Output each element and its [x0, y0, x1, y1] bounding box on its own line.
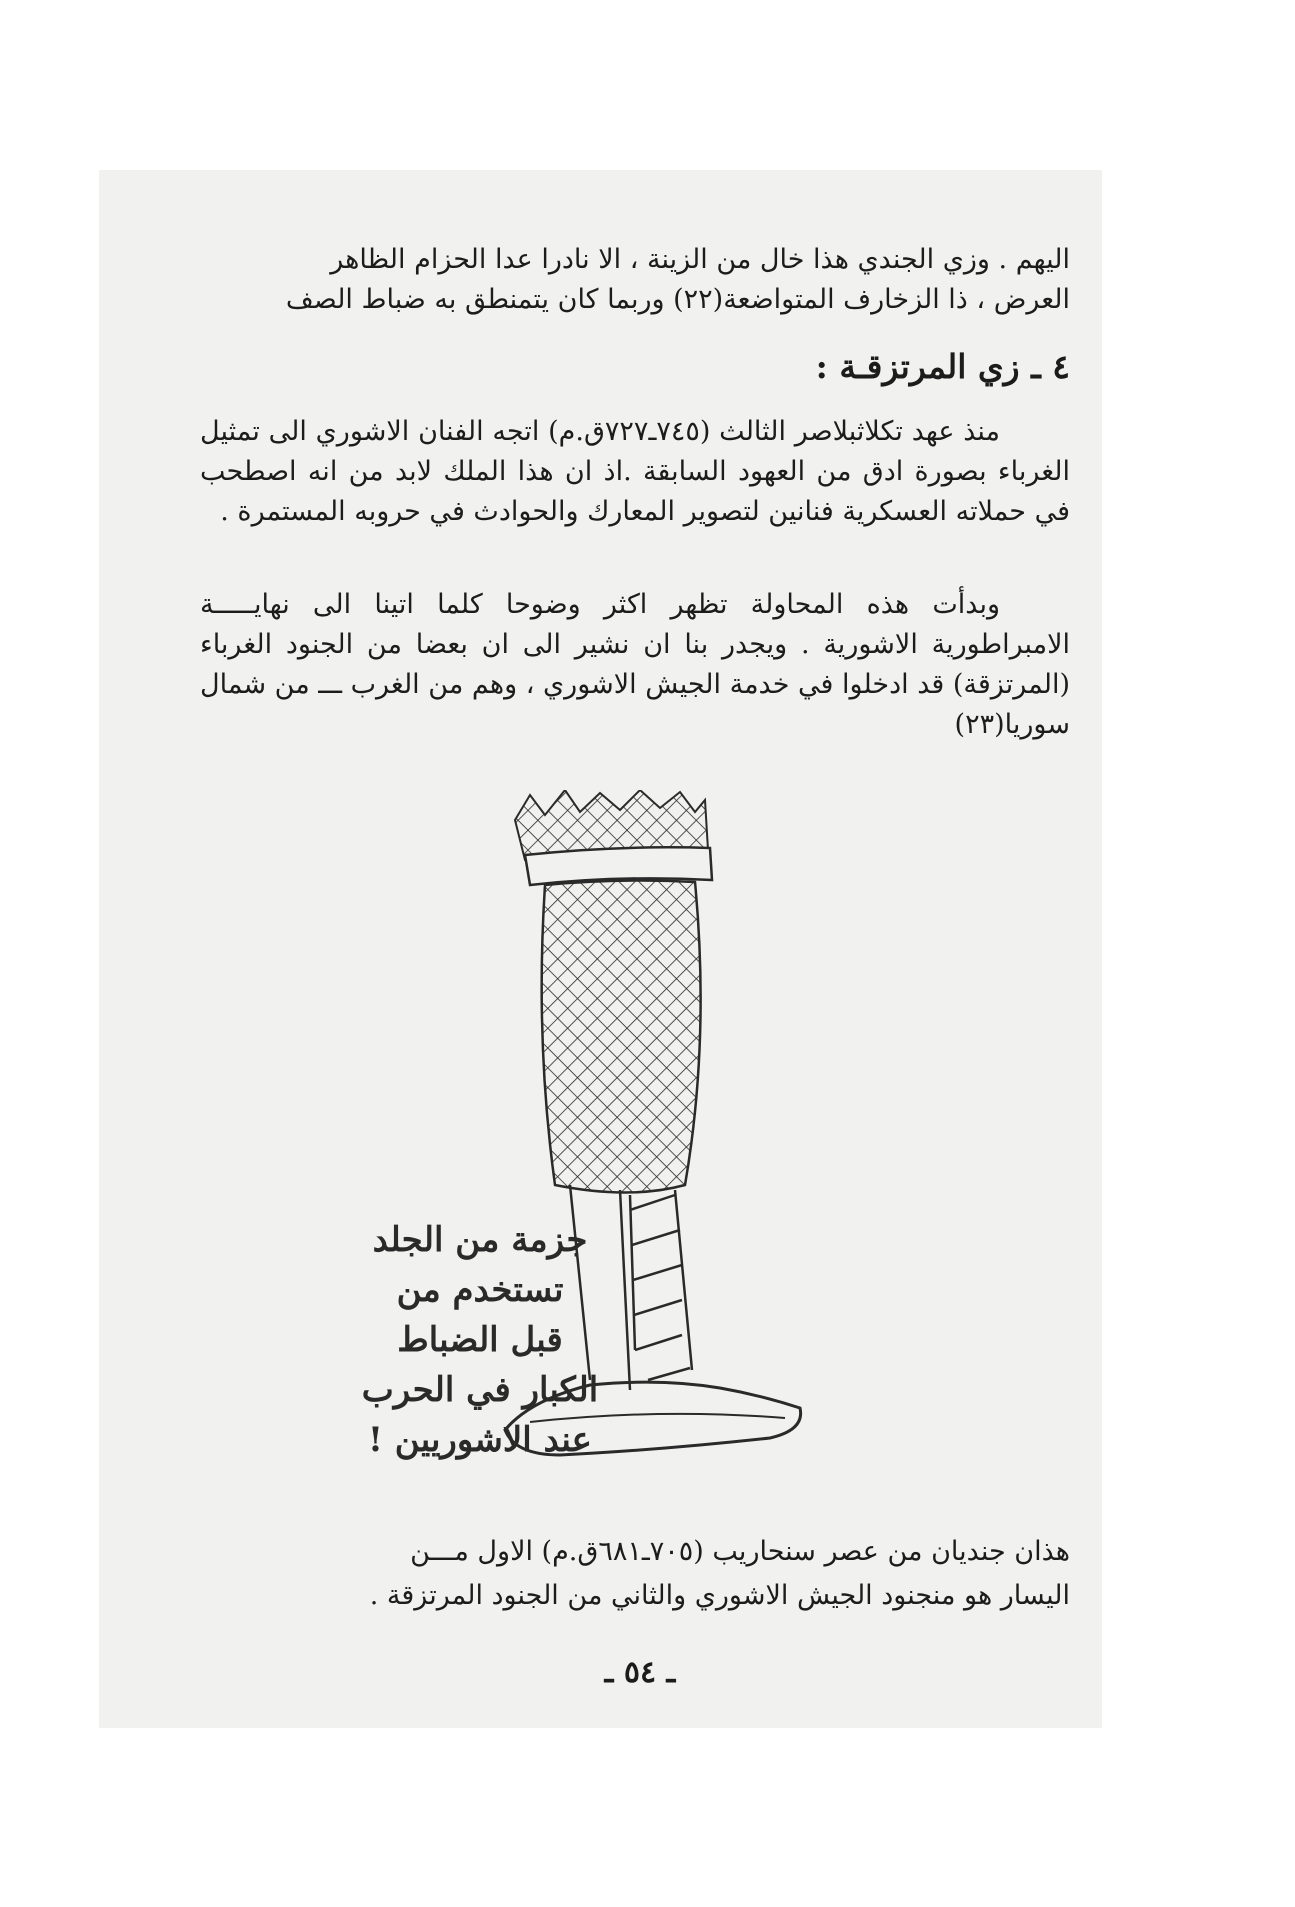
paragraph-2: [200, 585, 1070, 745]
paragraph-2-text: وبدأت هذه المحاولة تظهر اكثر وضوحا كلما اتينا الى نهايـــــة الامبراطورية الاشورية . ويجدر بنا ان نشير الى ان بعضا من الجنود الغرباء (المرتزقة) قد ادخلوا في خدمة الجيش الاشوري ، وهم من الغرب ـــ من شمال سوريا(٢٣): [200, 589, 1070, 740]
handwritten-line-2: تستخدم من: [396, 1270, 564, 1310]
intro-line-1: اليهم . وزي الجندي هذا خال من الزينة ، الا نادرا عدا الحزام الظاهر: [330, 244, 1070, 275]
page-number: ـ ٥٤ ـ: [604, 1655, 676, 1690]
intro-text: [200, 240, 1070, 320]
intro-line-2: العرض ، ذا الزخارف المتواضعة(٢٢) وربما كان يتمنطق به ضباط الصف: [285, 284, 1070, 315]
handwritten-line-4: الكبار في الحرب: [361, 1370, 599, 1410]
caption-line-2: اليسار هو منجنود الجيش الاشوري والثاني من الجنود المرتزقة .: [369, 1580, 1070, 1611]
handwritten-line-1: جزمة من الجلد: [372, 1220, 588, 1260]
boot-straps: [630, 1195, 690, 1380]
handwritten-note: [330, 1215, 630, 1465]
handwritten-line-3: قبل الضباط: [397, 1320, 563, 1360]
paragraph-1-text: منذ عهد تكلاثبلاصر الثالث (٧٤٥ـ٧٢٧ق.م) اتجه الفنان الاشوري الى تمثيل الغرباء بصورة ادق من العهود السابقة .اذ ان هذا الملك لابد من انه اصطحب في حملاته العسكرية فنانين لتصوير المعارك والحوادث في حروبه المستمرة .: [200, 416, 1070, 527]
caption-line-1: هذان جنديان من عصر سنحاريب (٧٠٥ـ٦٨١ق.م) الاول مـــن: [410, 1536, 1070, 1567]
figure-caption: [200, 1530, 1070, 1618]
paragraph-1: [200, 412, 1070, 532]
handwritten-line-5: عند الاشوريين !: [368, 1420, 592, 1460]
boot-cuff: [525, 847, 712, 885]
boot-shaft-mesh: [542, 881, 701, 1193]
section-heading: ٤ ـ زي المرتزقـة :: [815, 347, 1070, 386]
